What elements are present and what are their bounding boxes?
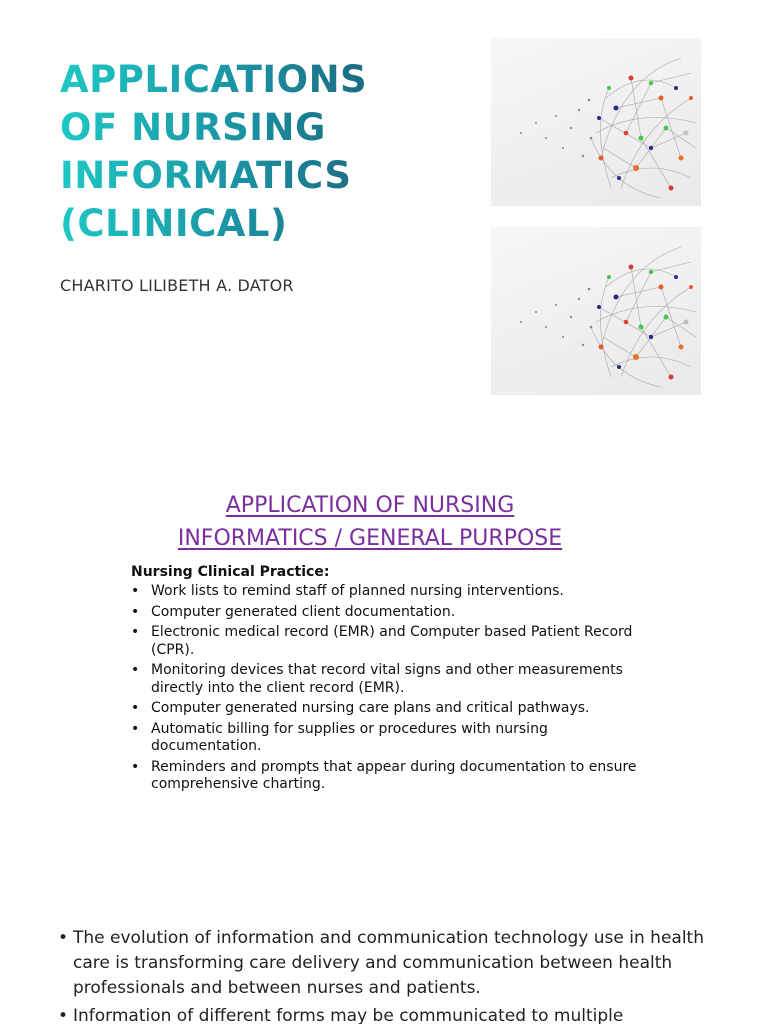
list-item: • Electronic medical record (EMR) and Computer based Patient Record (CPR).: [131, 624, 651, 659]
list-item: • Monitoring devices that record vital signs and other measurements directly into the client record (EMR).: [131, 662, 651, 697]
slide-2: [0, 470, 768, 850]
list-item: • Computer generated nursing care plans and critical pathways.: [131, 700, 651, 718]
network-globe-image: [491, 227, 701, 395]
title-line: (CLINICAL): [60, 202, 288, 245]
slide-1: [0, 0, 768, 430]
slide-2-subtitle: Nursing Clinical Practice:: [131, 564, 330, 580]
network-globe-graphic: [491, 38, 701, 206]
title-line: INFORMATICS: [60, 154, 352, 197]
slide-2-title: INFORMATICS / GENERAL PURPOSE: [177, 526, 563, 551]
slide-3: [0, 920, 768, 1024]
title-line: APPLICATIONS: [60, 58, 368, 101]
slide-2-title: APPLICATION OF NURSING: [225, 493, 515, 518]
list-item: • Computer generated client documentation.: [131, 604, 651, 622]
list-item: • Information of different forms may be communicated to multiple: [58, 1004, 718, 1024]
network-globe-graphic: [491, 227, 701, 395]
title-line: OF NURSING: [60, 106, 326, 149]
list-item: • Automatic billing for supplies or procedures with nursing documentation.: [131, 721, 651, 756]
network-globe-image: [491, 38, 701, 206]
list-item: • The evolution of information and communication technology use in health care is transforming care delivery and communication between health professionals and between nurses and patients.: [58, 926, 718, 1001]
list-item: • Reminders and prompts that appear during documentation to ensure comprehensive charting.: [131, 759, 651, 794]
slide-1-title: [60, 56, 480, 248]
author-name: CHARITO LILIBETH A. DATOR: [60, 276, 294, 295]
list-item: • Work lists to remind staff of planned nursing interventions.: [131, 583, 651, 601]
slide-2-bullet-list: [131, 583, 651, 797]
slide-3-bullet-list: [58, 926, 718, 1024]
